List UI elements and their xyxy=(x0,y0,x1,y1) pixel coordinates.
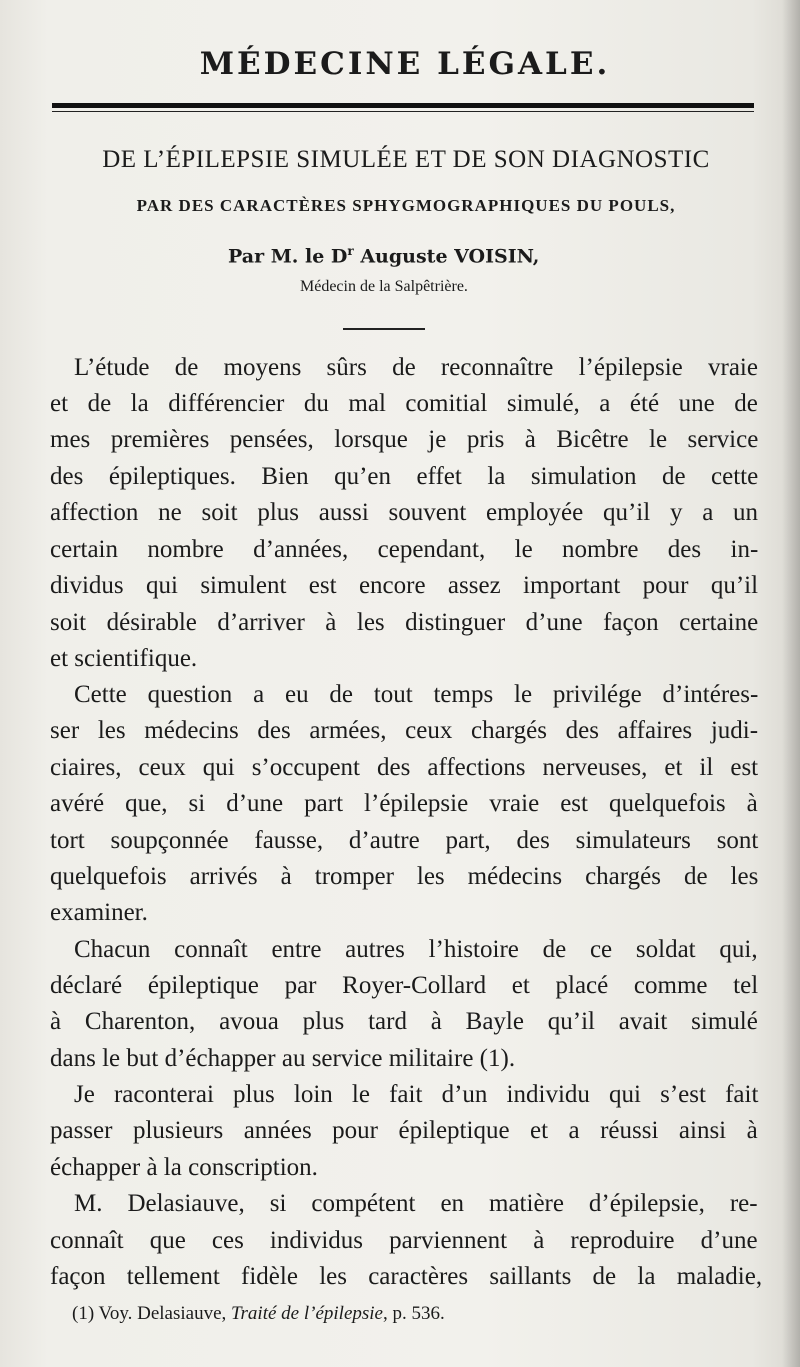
body-text-line: Je raconterai plus loin le fait d’un individu qui s’est fait xyxy=(74,1081,759,1108)
body-text-line: et de la différencier du mal comitial simulé, a été une de xyxy=(50,390,758,417)
body-text-line: tort soupçonnée fausse, d’autre part, des simulateurs sont xyxy=(50,827,759,854)
author-affiliation: Médecin de la Salpêtrière. xyxy=(300,278,468,295)
author-line xyxy=(228,244,608,267)
header-rule-thin xyxy=(52,111,754,112)
running-head: MÉDECINE LÉGALE. xyxy=(199,46,611,82)
header-rule-thick xyxy=(52,103,754,108)
body-text-line: L’étude de moyens sûrs de reconnaître l’épilepsie vraie xyxy=(74,354,758,381)
footnote-marker: (1) Voy. Delasiauve, xyxy=(72,1303,227,1324)
body-text-line: dans le but d’échapper au service militaire (1). xyxy=(50,1045,516,1072)
body-text-line: M. Delasiauve, si compétent en matière d’épilepsie, re- xyxy=(74,1190,758,1217)
page-edge-shadow xyxy=(782,0,800,1367)
body-text-line: soit désirable d’arriver à les distinguer d’une façon certaine xyxy=(50,609,759,636)
body-text-line: à Charenton, avoua plus tard à Bayle qu’il avait simulé xyxy=(50,1008,758,1035)
body-text-line: façon tellement fidèle les caractères saillants de la maladie, xyxy=(50,1263,763,1290)
body-text-line: ser les médecins des armées, ceux chargés des affaires judi- xyxy=(50,717,759,744)
body-text-line: quelquefois arrivés à tromper les médecins chargés de les xyxy=(50,863,759,890)
footnote-page: , p. 536. xyxy=(383,1303,445,1324)
body-text-line: déclaré épileptique par Royer-Collard et placé comme tel xyxy=(50,972,759,999)
body-text-line: passer plusieurs années pour épileptique et a réussi ainsi à xyxy=(50,1117,758,1144)
body-text-line: et scientifique. xyxy=(50,645,198,672)
article-subtitle: PAR DES CARACTÈRES SPHYGMOGRAPHIQUES DU POULS, xyxy=(136,196,676,215)
body-text-line: Chacun connaît entre autres l’histoire de ce soldat qui, xyxy=(74,936,758,963)
footnote xyxy=(72,1303,445,1325)
body-text-line: échapper à la conscription. xyxy=(50,1154,318,1181)
section-divider xyxy=(343,328,425,330)
body-text-line: examiner. xyxy=(50,899,148,926)
body-text-line: dividus qui simulent est encore assez important pour qu’il xyxy=(50,572,759,599)
body-text-line: mes premières pensées, lorsque je pris à Bicêtre le service xyxy=(50,426,759,453)
body-text-line: Cette question a eu de tout temps le privilége d’intéres- xyxy=(74,681,759,708)
author-prefix: Par M. le D xyxy=(228,245,348,268)
footnote-work-title: Traité de l’épilepsie xyxy=(231,1303,383,1324)
author-title-superscript: r xyxy=(347,244,354,258)
author-name: Auguste VOISIN, xyxy=(353,245,540,268)
body-text-line: affection ne soit plus aussi souvent employée qu’il y a un xyxy=(50,499,759,526)
body-text-line: connaît que ces individus parviennent à reproduire d’une xyxy=(50,1227,758,1254)
body-text-line: certain nombre d’années, cependant, le nombre des in- xyxy=(50,536,759,563)
body-text-line: avéré que, si d’une part l’épilepsie vraie est quelquefois à xyxy=(50,790,758,817)
body-text-line: des épileptiques. Bien qu’en effet la simulation de cette xyxy=(50,463,759,490)
article-title: DE L’ÉPILEPSIE SIMULÉE ET DE SON DIAGNOSTIC xyxy=(102,146,710,173)
body-text-line: ciaires, ceux qui s’occupent des affections nerveuses, et il est xyxy=(50,754,759,781)
